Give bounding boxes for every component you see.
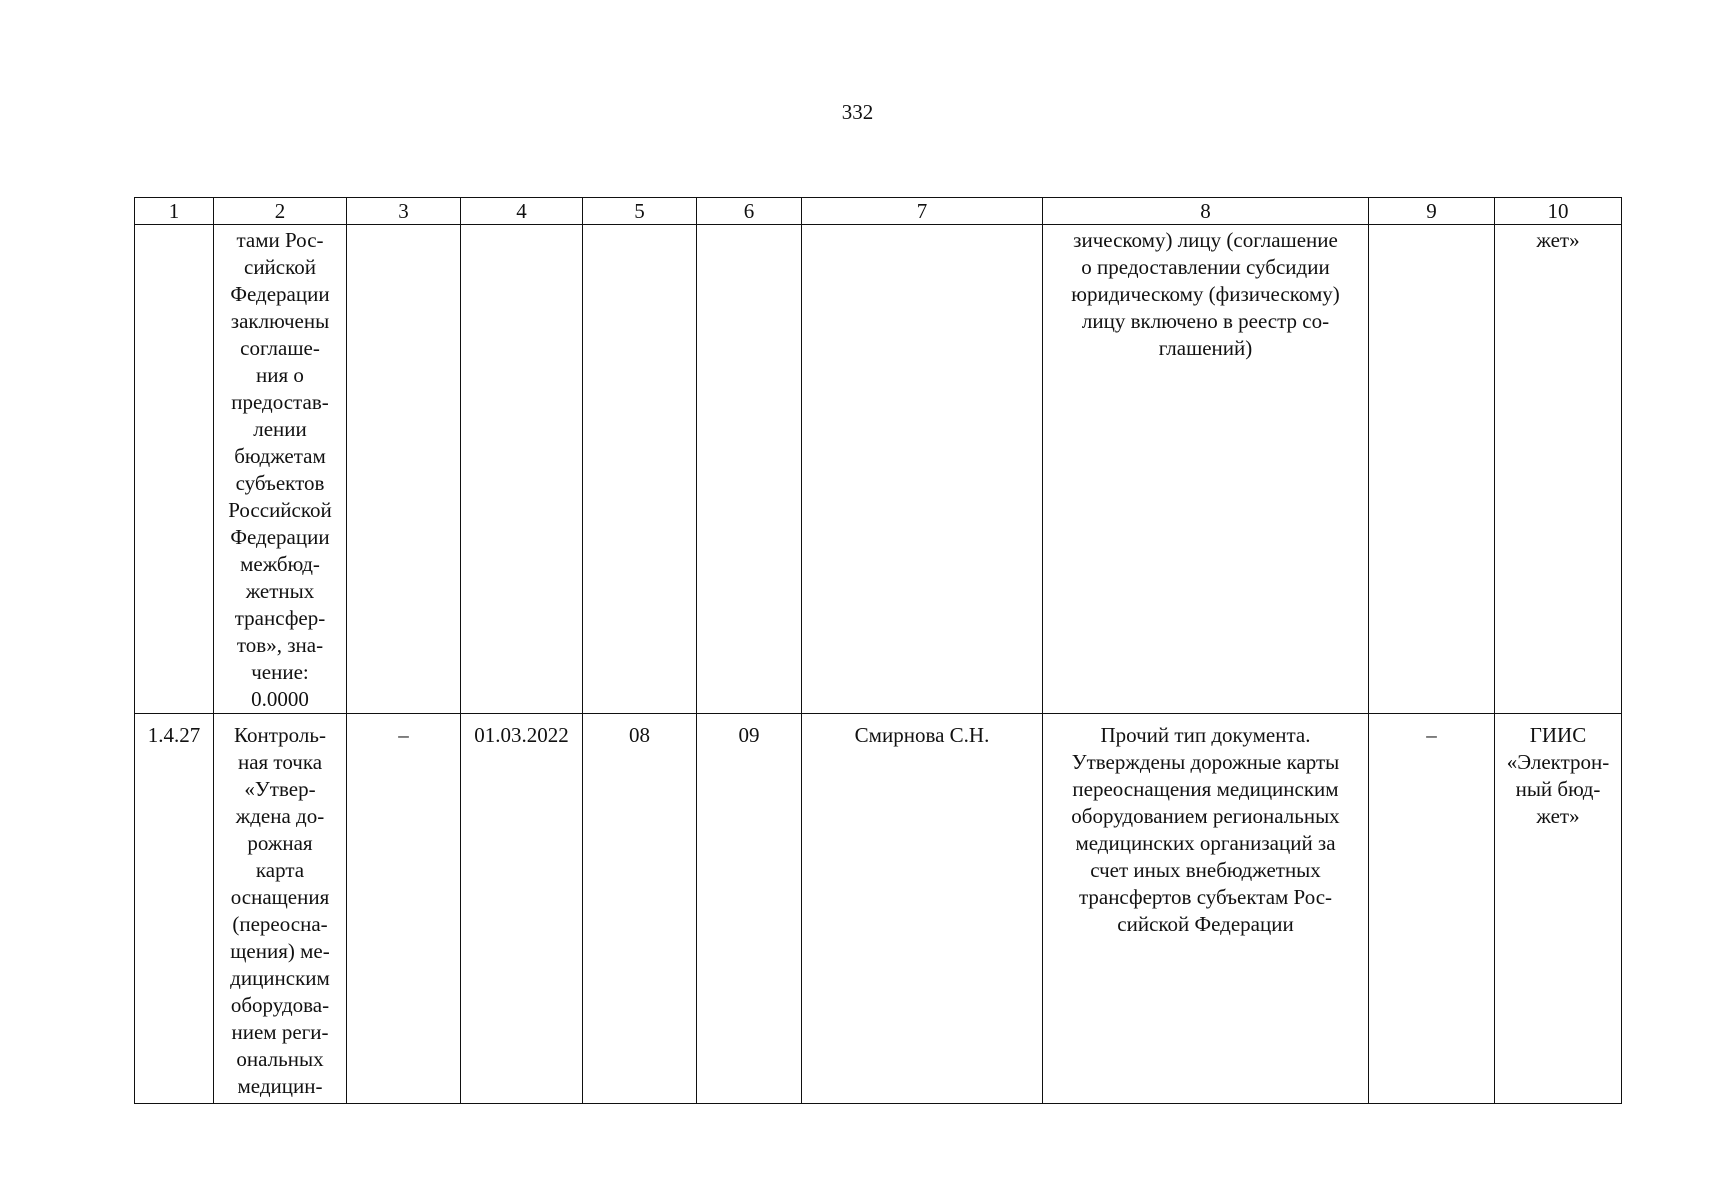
document-table	[134, 197, 1622, 1104]
responsible-cell: Смирнова С.Н.	[802, 714, 1043, 1104]
start-date-cell	[347, 225, 461, 714]
description-cell: зическому) лицу (соглашение о предоставлении субсидии юридическому (физическому) лицу включено в реестр со- глашений)	[1043, 225, 1369, 714]
description-cell: Прочий тип документа. Утверждены дорожные карты переоснащения медицинским оборудованием региональных медицинских организаций за счет иных внебюджетных трансфертов субъектам Рос- сийской Федерации	[1043, 714, 1369, 1104]
code-cell: 08	[583, 714, 697, 1104]
header-col-9: 9	[1369, 198, 1495, 225]
responsible-cell	[802, 225, 1043, 714]
header-col-7: 7	[802, 198, 1043, 225]
header-row	[135, 198, 1622, 225]
header-col-3: 3	[347, 198, 461, 225]
page-number: 332	[841, 100, 874, 124]
table-row	[135, 714, 1622, 1104]
level-cell: –	[1369, 714, 1495, 1104]
header-col-4: 4	[461, 198, 583, 225]
row-number-cell: 1.4.27	[135, 714, 214, 1104]
header-col-2: 2	[214, 198, 347, 225]
table-row	[135, 225, 1622, 714]
system-cell: жет»	[1495, 225, 1622, 714]
code-cell: 09	[697, 714, 802, 1104]
system-cell: ГИИС «Электрон- ный бюд- жет»	[1495, 714, 1622, 1104]
end-date-cell	[461, 225, 583, 714]
code-cell	[583, 225, 697, 714]
code-cell	[697, 225, 802, 714]
start-date-cell: –	[347, 714, 461, 1104]
row-number-cell	[135, 225, 214, 714]
header-col-5: 5	[583, 198, 697, 225]
header-col-10: 10	[1495, 198, 1622, 225]
name-cell: тами Рос- сийской Федерации заключены соглаше- ния о предостав- лении бюджетам субъектов Российской Федерации межбюд- жетных трансфер- тов», зна- чение: 0.0000	[214, 225, 347, 714]
end-date-cell: 01.03.2022	[461, 714, 583, 1104]
header-col-8: 8	[1043, 198, 1369, 225]
header-col-1: 1	[135, 198, 214, 225]
header-col-6: 6	[697, 198, 802, 225]
level-cell	[1369, 225, 1495, 714]
name-cell: Контроль- ная точка «Утвер- ждена до- рожная карта оснащения (переосна- щения) ме- дицинским оборудова- нием реги- ональных медицин-	[214, 714, 347, 1104]
